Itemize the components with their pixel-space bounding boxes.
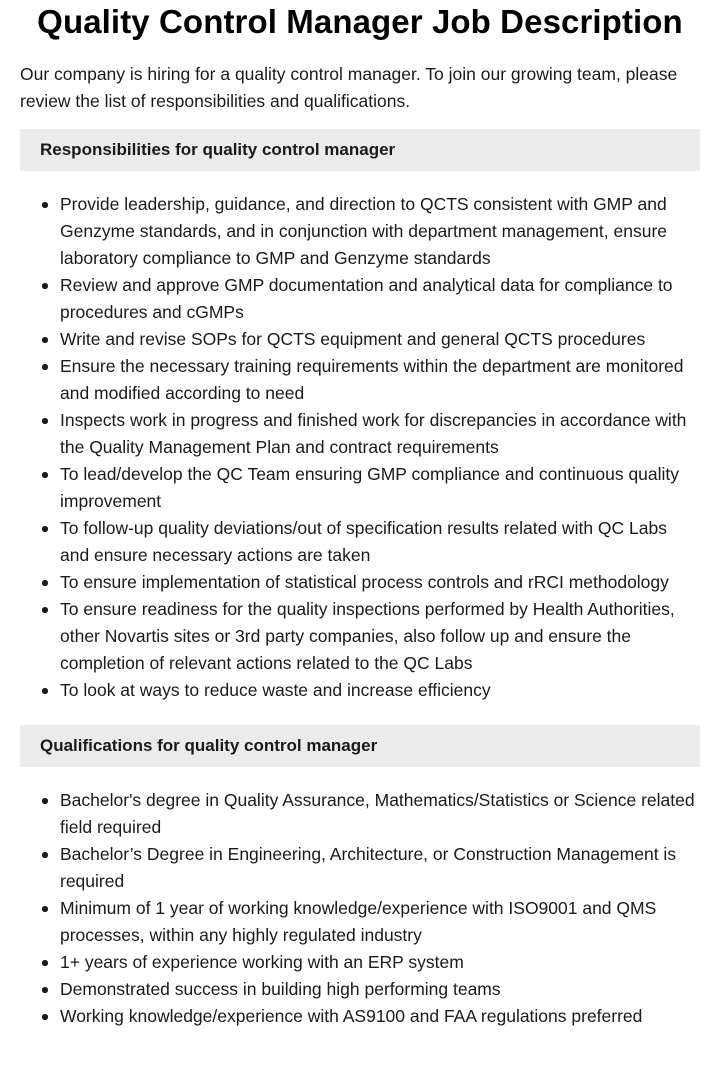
responsibility-item: Provide leadership, guidance, and direction to QCTS consistent with GMP and Genzyme standards, and in conjunction with department management, ensure laboratory compliance to GMP and Genzyme standards [20, 191, 700, 272]
qualification-item: Bachelor's degree in Quality Assurance, Mathematics/Statistics or Science related field required [20, 787, 700, 841]
page-title: Quality Control Manager Job Description [37, 3, 683, 40]
responsibilities-heading: Responsibilities for quality control manager [20, 129, 700, 171]
qualifications-list [20, 787, 700, 1030]
responsibility-item: Review and approve GMP documentation and analytical data for compliance to procedures and cGMPs [20, 272, 700, 326]
responsibility-item: Inspects work in progress and finished work for discrepancies in accordance with the Quality Management Plan and contract requirements [20, 407, 700, 461]
responsibility-item: Write and revise SOPs for QCTS equipment and general QCTS procedures [20, 326, 700, 353]
qualification-item: 1+ years of experience working with an ERP system [20, 949, 700, 976]
responsibility-item: To look at ways to reduce waste and increase efficiency [20, 677, 700, 704]
qualification-item: Minimum of 1 year of working knowledge/experience with ISO9001 and QMS processes, within any highly regulated industry [20, 895, 700, 949]
qualification-item: Demonstrated success in building high performing teams [20, 976, 700, 1003]
qualification-item: Bachelor’s Degree in Engineering, Architecture, or Construction Management is required [20, 841, 700, 895]
responsibilities-list [20, 191, 700, 704]
responsibility-item: To follow-up quality deviations/out of specification results related with QC Labs and ensure necessary actions are taken [20, 515, 700, 569]
responsibility-item: Ensure the necessary training requirements within the department are monitored and modified according to need [20, 353, 700, 407]
responsibility-item: To lead/develop the QC Team ensuring GMP compliance and continuous quality improvement [20, 461, 700, 515]
responsibility-item: To ensure implementation of statistical process controls and rRCI methodology [20, 569, 700, 596]
intro-paragraph: Our company is hiring for a quality control manager. To join our growing team, please review the list of responsibilities and qualifications. [20, 64, 678, 111]
qualifications-heading: Qualifications for quality control manager [20, 725, 700, 767]
responsibility-item: To ensure readiness for the quality inspections performed by Health Authorities, other Novartis sites or 3rd party companies, also follow up and ensure the completion of relevant actions related to the QC Labs [20, 596, 700, 677]
qualification-item: Working knowledge/experience with AS9100 and FAA regulations preferred [20, 1003, 700, 1030]
